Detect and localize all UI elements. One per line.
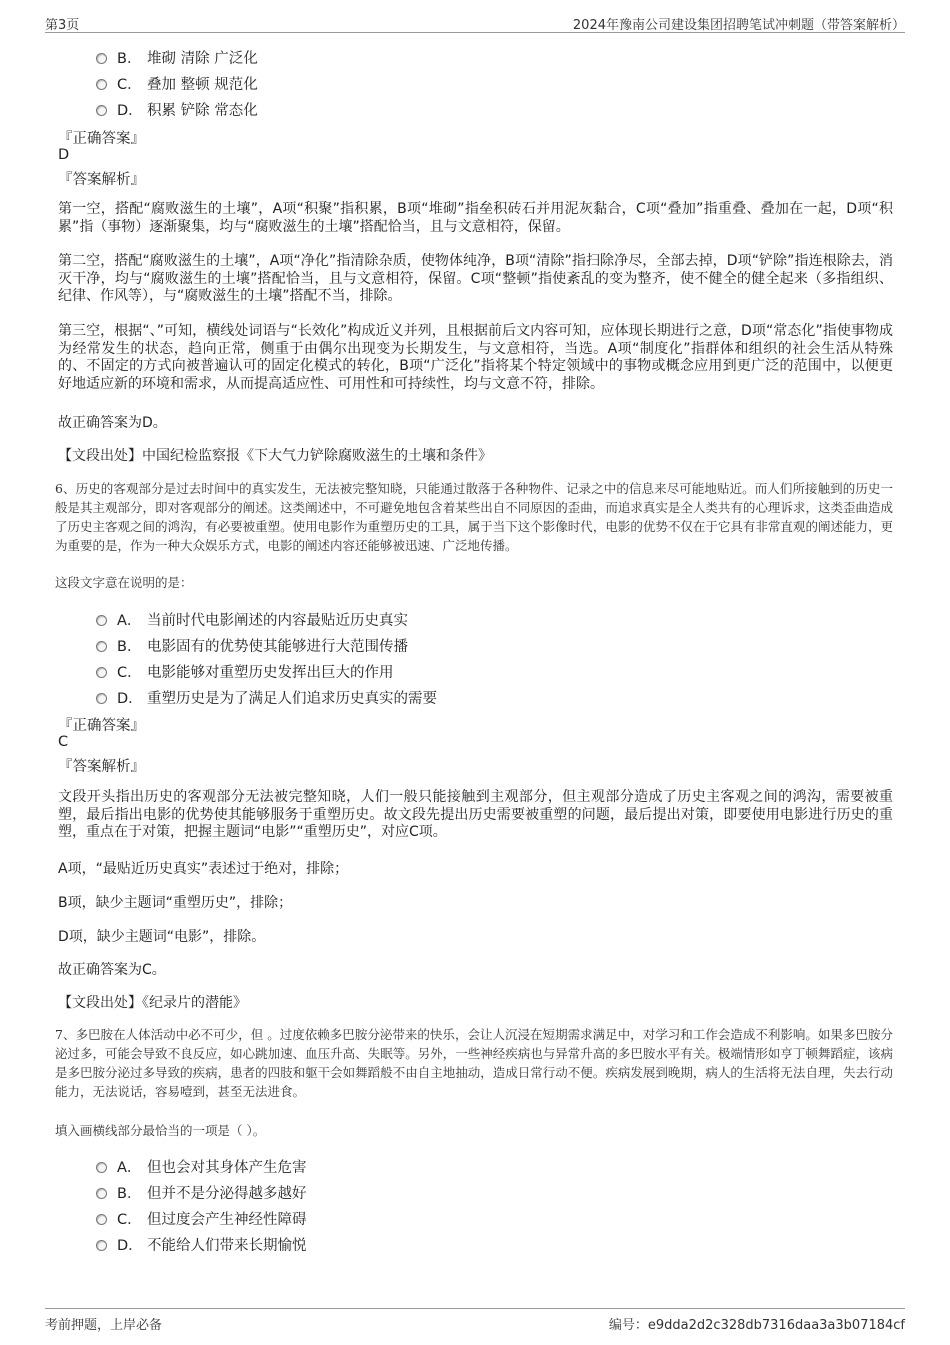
q5-analysis-para-1: 第一空，搭配“腐败滋生的土壤”，A项“积聚”指积累，B项“堆砌”指垒积砖石并用泥灰黏合，C项“叠加”指重叠、叠加在一起，D项“积累”指（事物）逐渐聚集，均与“腐败滋生的土壤”搭配恰当，且与文意相符，保留。 xyxy=(58,201,893,235)
q7-stem: 7、多巴胺在人体活动中必不可少，但 。过度依赖多巴胺分泌带来的快乐，会让人沉浸在短期需求满足中，对学习和工作会造成不利影响。如果多巴胺分泌过多，可能会导致不良反应，如心跳加速、血压升高、失眠等。另外，一些神经疾病也与异常升高的多巴胺水平有关。极端情形如亨丁顿舞蹈症，该病是多巴胺分泌过多导致的疾病，患者的四肢和躯干会如舞蹈般不由自主地抽动，造成日常行动不便。疾病发展到晚期，病人的生活将无法自理，失去行动能力，无法说话，容易噎到，甚至无法进食。 xyxy=(55,1027,893,1099)
radio-icon[interactable] xyxy=(96,79,107,90)
q6-option-d[interactable]: D． 重塑历史是为了满足人们追求历史真实的需要 xyxy=(96,687,437,709)
radio-icon[interactable] xyxy=(96,1162,107,1173)
q5-option-b[interactable]: B． 堆砌 清除 广泛化 xyxy=(96,47,258,69)
q6-source: 【文段出处】《纪录片的潜能》 xyxy=(58,995,247,1011)
q5-analysis-para-2: 第二空，搭配“腐败滋生的土壤”，A项“净化”指清除杂质，使物体纯净，B项“清除”指扫除净尽，全部去掉，D项“铲除”指连根除去，消灭干净，均与“腐败滋生的土壤”搭配恰当，且与文意相符，保留。C项“整顿”指使紊乱的变为整齐，使不健全的健全起来（多指组织、纪律、作风等），与“腐败滋生的土壤”搭配不当，排除。 xyxy=(58,253,893,304)
q6-option-c[interactable]: C． 电影能够对重塑历史发挥出巨大的作用 xyxy=(96,661,394,683)
radio-icon[interactable] xyxy=(96,667,107,678)
radio-icon[interactable] xyxy=(96,53,107,64)
q5-answer-label: 『正确答案』 xyxy=(58,131,145,147)
page-header xyxy=(45,12,905,33)
q5-source: 【文段出处】中国纪检监察报《下大气力铲除腐败滋生的土壤和条件》 xyxy=(58,448,492,464)
radio-icon[interactable] xyxy=(96,1214,107,1225)
page-number: 第3页 xyxy=(45,18,80,33)
q6-answer-label: 『正确答案』 xyxy=(58,718,145,734)
q5-option-d[interactable]: D． 积累 铲除 常态化 xyxy=(96,99,258,121)
radio-icon[interactable] xyxy=(96,615,107,626)
footer-slogan: 考前押题，上岸必备 xyxy=(45,1318,163,1333)
q7-option-c[interactable]: C． 但过度会产生神经性障碍 xyxy=(96,1208,307,1230)
q6-analysis-b: B项，缺少主题词“重塑历史”，排除； xyxy=(58,895,293,911)
q7-prompt: 填入画横线部分最恰当的一项是（ ）。 xyxy=(55,1123,266,1138)
q7-option-b[interactable]: B． 但并不是分泌得越多越好 xyxy=(96,1182,307,1204)
q5-analysis-label: 『答案解析』 xyxy=(58,172,145,188)
radio-icon[interactable] xyxy=(96,641,107,652)
q7-option-a[interactable]: A． 但也会对其身体产生危害 xyxy=(96,1156,307,1178)
q6-conclusion: 故正确答案为C。 xyxy=(58,962,166,978)
q6-analysis-label: 『答案解析』 xyxy=(58,759,145,775)
document-title: 2024年豫南公司建设集团招聘笔试冲刺题（带答案解析） xyxy=(572,18,905,33)
q6-prompt: 这段文字意在说明的是： xyxy=(55,575,193,590)
radio-icon[interactable] xyxy=(96,693,107,704)
radio-icon[interactable] xyxy=(96,1188,107,1199)
radio-icon[interactable] xyxy=(96,105,107,116)
radio-icon[interactable] xyxy=(96,1240,107,1251)
q6-analysis-d: D项，缺少主题词“电影”，排除。 xyxy=(58,929,266,945)
q5-analysis-para-3: 第三空，根据“、”可知，横线处词语与“长效化”构成近义并列，且根据前后文内容可知，应体现长期进行之意，D项“常态化”指使事物成为经常发生的状态，趋向正常，侧重于由偶尔出现变为长期发生，与文意相符，当选。A项“制度化”指群体和组织的社会生活从特殊的、不固定的方式向被普遍认可的固定化模式的转化，B项“广泛化”指将某个特定领域中的事物或概念应用到更广泛的范围中，以便更好地适应新的环境和需求，从而提高适应性、可用性和可持续性，均与文意不符，排除。 xyxy=(58,323,893,392)
document-code: 编号：e9dda2d2c328db7316daa3a3b07184cf xyxy=(608,1318,905,1333)
q5-answer: D xyxy=(58,147,70,163)
q6-answer: C xyxy=(58,734,69,750)
page-footer xyxy=(45,1308,905,1333)
q7-option-d[interactable]: D． 不能给人们带来长期愉悦 xyxy=(96,1234,307,1256)
q6-analysis-a: A项，“最贴近历史真实”表述过于绝对，排除； xyxy=(58,861,349,877)
q6-option-a[interactable]: A． 当前时代电影阐述的内容最贴近历史真实 xyxy=(96,609,408,631)
q6-option-b[interactable]: B． 电影固有的优势使其能够进行大范围传播 xyxy=(96,635,408,657)
q5-conclusion: 故正确答案为D。 xyxy=(58,415,167,431)
q5-option-c[interactable]: C． 叠加 整顿 规范化 xyxy=(96,73,258,95)
q6-stem: 6、历史的客观部分是过去时间中的真实发生，无法被完整知晓，只能通过散落于各种物件、记录之中的信息来尽可能地贴近。而人们所接触到的历史一般是其主观部分，即对客观部分的阐述。这类阐述中，不可避免地包含着某些出自不同原因的歪曲，而追求真实是全人类共有的心理诉求，这类歪曲造成了历史主客观之间的鸿沟，有必要被重塑。使用电影作为重塑历史的工具，属于当下这个影像时代，电影的优势不仅在于它具有非常直观的阐述能力，更为重要的是，作为一种大众娱乐方式，电影的阐述内容还能够被迅速、广泛地传播。 xyxy=(55,481,893,553)
q6-analysis-main: 文段开头指出历史的客观部分无法被完整知晓，人们一般只能接触到主观部分，但主观部分造成了历史主客观之间的鸿沟，需要被重塑，最后指出电影的优势使其能够服务于重塑历史。故文段先提出历史需要被重塑的问题，最后提出对策，即要使用电影进行历史的重塑，重点在于对策，把握主题词“电影”“重塑历史”，对应C项。 xyxy=(58,789,893,840)
